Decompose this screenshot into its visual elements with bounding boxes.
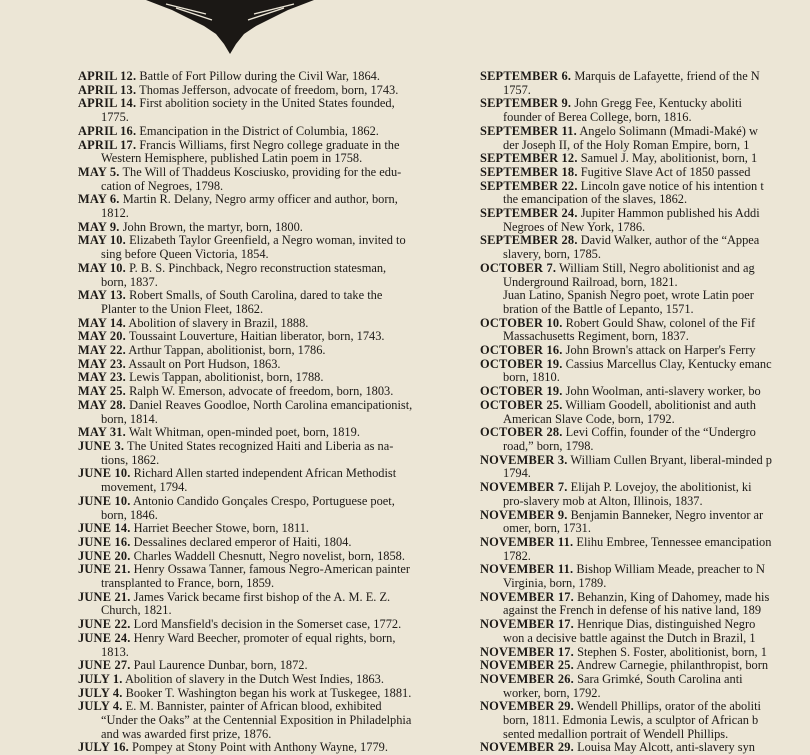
entry-date: NOVEMBER 11. bbox=[480, 562, 574, 577]
entry-date: JUNE 3. bbox=[78, 438, 125, 453]
entry-text: Assault on Port Hudson, 1863. bbox=[125, 356, 281, 371]
entry-date: MAY 13. bbox=[78, 288, 126, 303]
entry-text: Jupiter Hammon published his Addi bbox=[577, 206, 760, 221]
entry-date: NOVEMBER 26. bbox=[480, 671, 574, 686]
entry-date: MAY 25. bbox=[78, 384, 126, 399]
entry-text: Louisa May Alcott, anti-slavery syn bbox=[573, 740, 755, 755]
calendar-entry bbox=[78, 221, 458, 235]
entry-text: Henrique Dias, distinguished Negro bbox=[573, 617, 756, 632]
calendar-entry bbox=[78, 317, 458, 331]
entry-text: Martin R. Delany, Negro army officer and author, born, bbox=[119, 192, 398, 207]
entry-date: JULY 16. bbox=[78, 740, 129, 755]
entry-text: Daniel Reaves Goodloe, North Carolina emancipationist, bbox=[125, 397, 413, 412]
eagle-emblem-icon bbox=[146, 0, 314, 54]
entry-continuation: born, 1810. bbox=[503, 370, 560, 385]
entry-date: JUNE 21. bbox=[78, 589, 131, 604]
entry-text: Behanzin, King of Dahomey, made his bbox=[573, 589, 770, 604]
calendar-entry bbox=[480, 70, 810, 97]
entry-continuation: 1782. bbox=[503, 548, 531, 563]
entry-text: Antonio Candido Gonçales Crespo, Portuguese poet, bbox=[130, 493, 395, 508]
entry-date: APRIL 16. bbox=[78, 123, 137, 138]
entry-date: SEPTEMBER 6. bbox=[480, 69, 572, 83]
entry-continuation: Planter to the Union Fleet, 1862. bbox=[101, 301, 264, 316]
entry-text: Emancipation in the District of Columbia, 1862. bbox=[136, 123, 379, 138]
calendar-entry bbox=[78, 426, 458, 440]
calendar-entry bbox=[78, 632, 458, 659]
entry-continuation: born, 1814. bbox=[101, 411, 158, 426]
entry-text: Sara Grimké, South Carolina anti bbox=[573, 671, 743, 686]
entry-continuation: born, 1837. bbox=[101, 274, 158, 289]
entry-date: OCTOBER 10. bbox=[480, 315, 563, 330]
entry-date: MAY 23. bbox=[78, 356, 126, 371]
entry-date: SEPTEMBER 12. bbox=[480, 151, 578, 166]
entry-text: Booker T. Washington began his work at Tuskegee, 1881. bbox=[122, 685, 412, 700]
entry-text: Lord Mansfield's decision in the Somerset case, 1772. bbox=[130, 617, 402, 632]
entry-date: MAY 6. bbox=[78, 192, 120, 207]
entry-date: MAY 28. bbox=[78, 397, 126, 412]
entry-date: JUNE 21. bbox=[78, 562, 131, 577]
entry-continuation: omer, born, 1731. bbox=[503, 521, 591, 536]
entry-date: OCTOBER 7. bbox=[480, 260, 557, 275]
calendar-entry bbox=[78, 289, 458, 316]
entry-continuation: Virginia, born, 1789. bbox=[503, 576, 607, 591]
entry-continuation: tions, 1862. bbox=[101, 452, 160, 467]
calendar-entry bbox=[78, 563, 458, 590]
entry-continuation: movement, 1794. bbox=[101, 480, 188, 495]
calendar-entry bbox=[480, 317, 810, 344]
entry-date: NOVEMBER 17. bbox=[480, 617, 574, 632]
entry-text: Toussaint Louverture, Haitian liberator, born, 1743. bbox=[125, 329, 385, 344]
entry-text: Andrew Carnegie, philanthropist, born bbox=[573, 658, 769, 673]
entry-text: The United States recognized Haiti and Liberia as na- bbox=[124, 438, 394, 453]
entry-date: OCTOBER 25. bbox=[480, 397, 563, 412]
entry-date: MAY 10. bbox=[78, 260, 126, 275]
entry-text: First abolition society in the United States founded, bbox=[136, 96, 395, 111]
entry-date: NOVEMBER 7. bbox=[480, 480, 568, 495]
calendar-entry bbox=[78, 234, 458, 261]
entry-text: Pompey at Stony Point with Anthony Wayne, 1779. bbox=[128, 740, 388, 755]
entry-text: Wendell Phillips, orator of the aboliti bbox=[573, 699, 761, 714]
entry-continuation: der Joseph II, of the Holy Roman Empire, born, 1 bbox=[503, 137, 750, 152]
entry-continuation: against the French in defense of his native land, 189 bbox=[503, 603, 762, 618]
calendar-entry bbox=[480, 207, 810, 234]
calendar-entry bbox=[480, 385, 810, 399]
calendar-entry bbox=[480, 618, 810, 645]
calendar-entry bbox=[480, 673, 810, 700]
entry-continuation: 1812. bbox=[101, 206, 129, 221]
entry-continuation: sing before Queen Victoria, 1854. bbox=[101, 247, 269, 262]
calendar-entry bbox=[78, 495, 458, 522]
entry-continuation: born, 1846. bbox=[101, 507, 158, 522]
calendar-entry bbox=[480, 234, 810, 261]
entry-date: OCTOBER 28. bbox=[480, 425, 563, 440]
entry-continuation: born, 1811. Edmonia Lewis, a sculptor of African b bbox=[503, 713, 759, 728]
entry-continuation: road,” born, 1798. bbox=[503, 438, 594, 453]
entry-continuation: 1757. bbox=[503, 82, 531, 97]
entry-continuation: transplanted to France, born, 1859. bbox=[101, 576, 275, 591]
entry-text: Stephen S. Foster, abolitionist, born, 1 bbox=[573, 644, 767, 659]
entry-continuation: and was awarded first prize, 1876. bbox=[101, 726, 272, 741]
entry-text: Henry Ward Beecher, promoter of equal rights, born, bbox=[130, 630, 396, 645]
calendar-entry bbox=[78, 166, 458, 193]
entry-continuation: won a decisive battle against the Dutch in Brazil, 1 bbox=[503, 630, 756, 645]
entry-text: Battle of Fort Pillow during the Civil War, 1864. bbox=[136, 69, 380, 83]
entry-text: David Walker, author of the “Appea bbox=[577, 233, 760, 248]
calendar-entry bbox=[480, 741, 810, 755]
entry-text: John Woolman, anti-slavery worker, bo bbox=[562, 384, 761, 399]
calendar-entry bbox=[78, 591, 458, 618]
calendar-entry bbox=[480, 97, 810, 124]
entry-date: JUNE 10. bbox=[78, 493, 131, 508]
entry-text: Levi Coffin, founder of the “Undergro bbox=[562, 425, 756, 440]
calendar-entry bbox=[78, 385, 458, 399]
entry-date: JUNE 24. bbox=[78, 630, 131, 645]
entry-continuation: Underground Railroad, born, 1821. bbox=[503, 274, 678, 289]
entry-text: Samuel J. May, abolitionist, born, 1 bbox=[577, 151, 758, 166]
calendar-entry bbox=[480, 659, 810, 673]
entry-continuation: 1775. bbox=[101, 110, 129, 125]
calendar-entry bbox=[480, 481, 810, 508]
entry-text: William Goodell, abolitionist and auth bbox=[562, 397, 756, 412]
entry-text: Abolition of slavery in Brazil, 1888. bbox=[125, 315, 309, 330]
entry-text: Ralph W. Emerson, advocate of freedom, born, 1803. bbox=[125, 384, 394, 399]
calendar-entry bbox=[480, 591, 810, 618]
entry-text: William Still, Negro abolitionist and ag bbox=[556, 260, 755, 275]
calendar-entry bbox=[78, 687, 458, 701]
entry-continuation: Western Hemisphere, published Latin poem in 1758. bbox=[101, 151, 363, 166]
entry-continuation: bration of the Battle of Lepanto, 1571. bbox=[503, 301, 694, 316]
entry-text: Elizabeth Taylor Greenfield, a Negro woman, invited to bbox=[125, 233, 406, 248]
entry-text: Paul Laurence Dunbar, born, 1872. bbox=[130, 658, 308, 673]
entry-date: OCTOBER 16. bbox=[480, 343, 563, 358]
entry-text: Thomas Jefferson, advocate of freedom, born, 1743. bbox=[136, 82, 399, 97]
entry-date: JUNE 27. bbox=[78, 658, 131, 673]
entry-text: Lincoln gave notice of his intention t bbox=[577, 178, 764, 193]
calendar-entry bbox=[480, 399, 810, 426]
entry-text: Cassius Marcellus Clay, Kentucky emanc bbox=[562, 356, 772, 371]
entry-continuation: Massachusetts Regiment, born, 1837. bbox=[503, 329, 689, 344]
entry-text: P. B. S. Pinchback, Negro reconstruction statesman, bbox=[125, 260, 387, 275]
entry-text: Francis Williams, first Negro college graduate in the bbox=[136, 137, 400, 152]
entry-date: NOVEMBER 17. bbox=[480, 589, 574, 604]
entry-text: John Brown's attack on Harper's Ferry bbox=[562, 343, 756, 358]
entry-date: JULY 4. bbox=[78, 685, 123, 700]
calendar-entry bbox=[78, 70, 458, 84]
entry-continuation: Negroes of New York, 1786. bbox=[503, 219, 646, 234]
entry-text: Marquis de Lafayette, friend of the N bbox=[571, 69, 760, 83]
entry-date: SEPTEMBER 18. bbox=[480, 164, 578, 179]
entry-text: E. M. Bannister, painter of African blood, exhibited bbox=[122, 699, 382, 714]
calendar-entry bbox=[78, 193, 458, 220]
entry-date: JUNE 14. bbox=[78, 521, 131, 536]
entry-text: Charles Waddell Chesnutt, Negro novelist, born, 1858. bbox=[130, 548, 405, 563]
entry-date: NOVEMBER 3. bbox=[480, 452, 568, 467]
entry-date: NOVEMBER 29. bbox=[480, 740, 574, 755]
entry-continuation: American Slave Code, born, 1792. bbox=[503, 411, 675, 426]
entry-text: Bishop William Meade, preacher to N bbox=[573, 562, 765, 577]
calendar-entry bbox=[78, 550, 458, 564]
entry-date: APRIL 13. bbox=[78, 82, 137, 97]
entry-text: Benjamin Banneker, Negro inventor ar bbox=[567, 507, 764, 522]
entry-text: Robert Gould Shaw, colonel of the Fif bbox=[562, 315, 756, 330]
entry-text: William Cullen Bryant, liberal-minded p bbox=[567, 452, 772, 467]
calendar-entry bbox=[480, 536, 810, 563]
entry-date: JUNE 20. bbox=[78, 548, 131, 563]
entry-date: OCTOBER 19. bbox=[480, 356, 563, 371]
entry-date: JUNE 10. bbox=[78, 466, 131, 481]
entry-continuation: founder of Berea College, born, 1816. bbox=[503, 110, 692, 125]
entry-continuation: the emancipation of the slaves, 1862. bbox=[503, 192, 688, 207]
entry-date: OCTOBER 19. bbox=[480, 384, 563, 399]
entry-date: JULY 4. bbox=[78, 699, 123, 714]
entry-date: NOVEMBER 11. bbox=[480, 534, 574, 549]
entry-text: Harriet Beecher Stowe, born, 1811. bbox=[130, 521, 310, 536]
calendar-entry bbox=[78, 673, 458, 687]
entry-date: NOVEMBER 25. bbox=[480, 658, 574, 673]
calendar-entry bbox=[78, 440, 458, 467]
calendar-entry bbox=[480, 125, 810, 152]
entry-text: John Gregg Fee, Kentucky aboliti bbox=[571, 96, 742, 111]
calendar-entry bbox=[78, 139, 458, 166]
entry-continuation: Church, 1821. bbox=[101, 603, 172, 618]
calendar-entry bbox=[78, 700, 458, 741]
entry-date: NOVEMBER 29. bbox=[480, 699, 574, 714]
entry-text: Henry Ossawa Tanner, famous Negro-American painter bbox=[130, 562, 411, 577]
entry-date: SEPTEMBER 28. bbox=[480, 233, 578, 248]
calendar-entry bbox=[78, 97, 458, 124]
entry-text: Walt Whitman, open-minded poet, born, 1819. bbox=[125, 425, 360, 440]
calendar-entry bbox=[78, 262, 458, 289]
entry-continuation: 1794. bbox=[503, 466, 531, 481]
entry-date: SEPTEMBER 22. bbox=[480, 178, 578, 193]
calendar-entry bbox=[78, 344, 458, 358]
calendar-entry bbox=[78, 618, 458, 632]
middle-column-entries bbox=[78, 70, 458, 755]
calendar-entry bbox=[480, 426, 810, 453]
entry-text: John Brown, the martyr, born, 1800. bbox=[119, 219, 303, 234]
calendar-entry bbox=[480, 262, 810, 317]
entry-date: SEPTEMBER 9. bbox=[480, 96, 572, 111]
calendar-entry bbox=[480, 166, 810, 180]
entry-text: Arthur Tappan, abolitionist, born, 1786. bbox=[125, 343, 326, 358]
entry-date: MAY 31. bbox=[78, 425, 126, 440]
calendar-entry bbox=[480, 700, 810, 741]
entry-date: MAY 14. bbox=[78, 315, 126, 330]
entry-date: JUNE 22. bbox=[78, 617, 131, 632]
entry-date: SEPTEMBER 11. bbox=[480, 123, 577, 138]
entry-continuation: “Under the Oaks” at the Centennial Exposition in Philadelphia bbox=[101, 713, 412, 728]
calendar-entry bbox=[78, 522, 458, 536]
entry-text: Elijah P. Lovejoy, the abolitionist, ki bbox=[567, 480, 752, 495]
calendar-entry bbox=[78, 125, 458, 139]
entry-text: Elihu Embree, Tennessee emancipation bbox=[573, 534, 772, 549]
calendar-entry bbox=[480, 152, 810, 166]
calendar-entry bbox=[480, 454, 810, 481]
calendar-entry bbox=[480, 563, 810, 590]
entry-continuation: pro-slavery mob at Alton, Illinois, 1837. bbox=[503, 493, 703, 508]
entry-continuation: slavery, born, 1785. bbox=[503, 247, 601, 262]
calendar-entry bbox=[78, 84, 458, 98]
calendar-entry bbox=[480, 180, 810, 207]
entry-date: MAY 20. bbox=[78, 329, 126, 344]
calendar-entry bbox=[78, 330, 458, 344]
calendar-entry bbox=[480, 344, 810, 358]
calendar-entry bbox=[78, 659, 458, 673]
entry-date: APRIL 14. bbox=[78, 96, 137, 111]
entry-date: MAY 9. bbox=[78, 219, 120, 234]
entry-date: NOVEMBER 17. bbox=[480, 644, 574, 659]
entry-text: James Varick became first bishop of the A. M. E. Z. bbox=[130, 589, 391, 604]
entry-text: Robert Smalls, of South Carolina, dared to take the bbox=[125, 288, 383, 303]
calendar-entry bbox=[480, 646, 810, 660]
calendar-entry bbox=[480, 509, 810, 536]
calendar-entry bbox=[480, 358, 810, 385]
entry-date: APRIL 17. bbox=[78, 137, 137, 152]
entry-text: Fugitive Slave Act of 1850 passed bbox=[577, 164, 751, 179]
calendar-entry bbox=[78, 741, 458, 755]
entry-text: Angelo Solimann (Mmadi-Maké) w bbox=[576, 123, 758, 138]
right-column-entries bbox=[480, 70, 810, 755]
entry-date: JULY 1. bbox=[78, 671, 123, 686]
entry-text: Lewis Tappan, abolitionist, born, 1788. bbox=[125, 370, 324, 385]
entry-continuation: Juan Latino, Spanish Negro poet, wrote Latin poer bbox=[503, 288, 754, 303]
entry-date: MAY 10. bbox=[78, 233, 126, 248]
entry-text: The Will of Thaddeus Kosciusko, providing for the edu- bbox=[119, 164, 402, 179]
entry-date: MAY 5. bbox=[78, 164, 120, 179]
entry-date: NOVEMBER 9. bbox=[480, 507, 568, 522]
entry-text: Dessalines declared emperor of Haiti, 1804. bbox=[130, 534, 352, 549]
entry-date: MAY 23. bbox=[78, 370, 126, 385]
calendar-entry bbox=[78, 467, 458, 494]
calendar-entry bbox=[78, 358, 458, 372]
entry-date: SEPTEMBER 24. bbox=[480, 206, 578, 221]
entry-continuation: worker, born, 1792. bbox=[503, 685, 601, 700]
calendar-entry bbox=[78, 371, 458, 385]
entry-date: APRIL 12. bbox=[78, 69, 137, 83]
entry-continuation: sented medallion portrait of Wendell Phillips. bbox=[503, 726, 729, 741]
entry-date: MAY 22. bbox=[78, 343, 126, 358]
calendar-entry bbox=[78, 536, 458, 550]
entry-continuation: cation of Negroes, 1798. bbox=[101, 178, 224, 193]
entry-text: Richard Allen started independent African Methodist bbox=[130, 466, 397, 481]
entry-continuation: 1813. bbox=[101, 644, 129, 659]
entry-date: JUNE 16. bbox=[78, 534, 131, 549]
entry-text: Abolition of slavery in the Dutch West Indies, 1863. bbox=[122, 671, 384, 686]
calendar-entry bbox=[78, 399, 458, 426]
